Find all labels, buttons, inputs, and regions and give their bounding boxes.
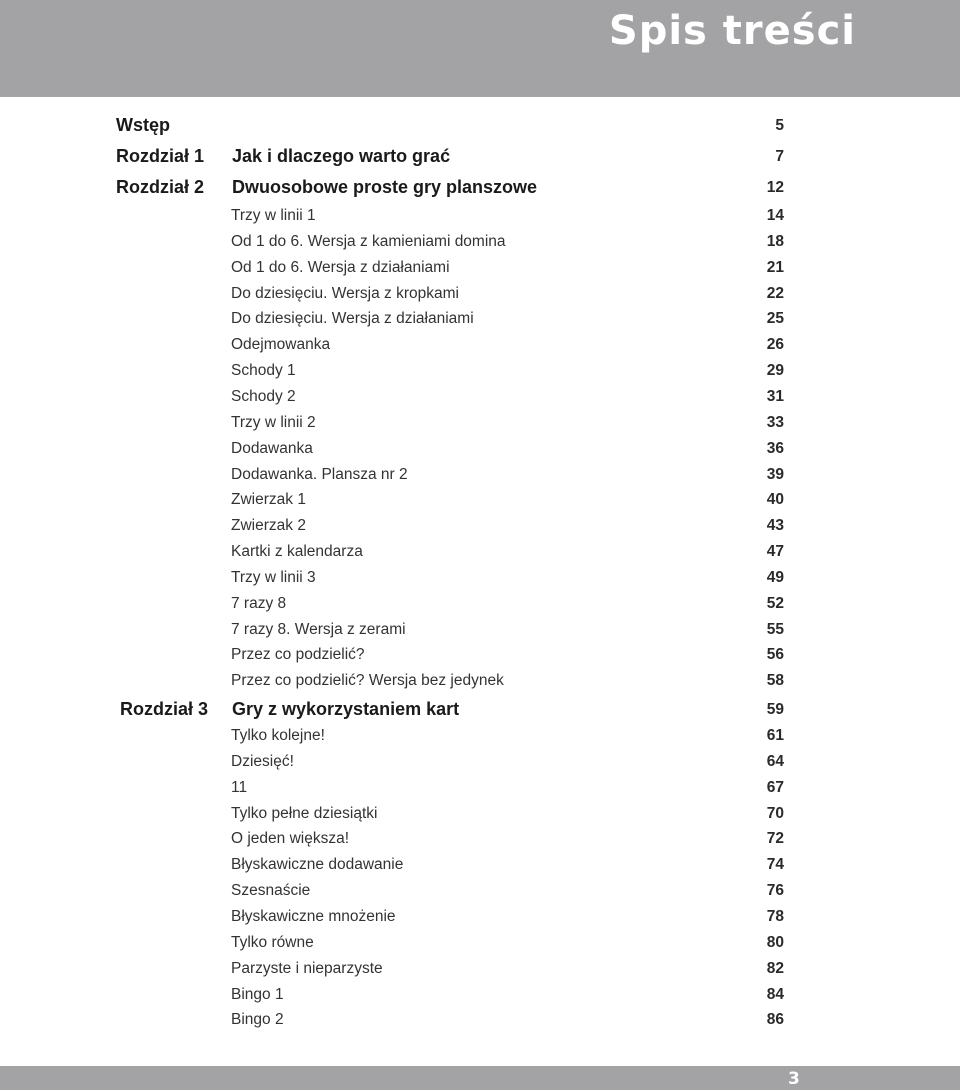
toc-entry-page: 18 <box>766 232 784 250</box>
toc-entry <box>0 258 960 284</box>
toc-entry-page: 31 <box>766 387 784 405</box>
toc-entry-page: 58 <box>766 672 784 690</box>
toc-entry <box>0 726 960 752</box>
toc-entry-title: Parzyste i nieparzyste <box>231 959 383 977</box>
toc-entry-page: 22 <box>766 284 784 302</box>
toc-entry-title: O jeden większa! <box>231 830 350 848</box>
toc-entry-page: 39 <box>766 465 784 483</box>
footer-page-number: 3 <box>788 1069 800 1089</box>
chapter-1-label: Rozdział 1 <box>116 146 205 166</box>
toc-entry-page: 52 <box>766 594 784 612</box>
chapter-2-label: Rozdział 2 <box>116 177 205 197</box>
toc-entry <box>0 959 960 985</box>
toc-entry <box>0 881 960 907</box>
footer-bar <box>0 1066 960 1090</box>
toc-entry-title: 11 <box>231 778 248 796</box>
toc-entry-page: 67 <box>766 778 784 796</box>
toc-entry <box>0 206 960 232</box>
toc-chapter-1 <box>0 146 960 172</box>
toc-entry-title: Przez co podzielić? Wersja bez jedynek <box>231 672 504 690</box>
toc-entry <box>0 671 960 697</box>
toc-entry-title: Od 1 do 6. Wersja z kamieniami domina <box>231 232 506 250</box>
toc-entry-page: 61 <box>766 727 784 744</box>
toc-entry <box>0 361 960 387</box>
toc-entry-title: Trzy w linii 3 <box>231 568 316 586</box>
toc-chapter-2 <box>0 177 960 203</box>
toc-entry <box>0 465 960 491</box>
toc-entry-page: 72 <box>766 830 784 848</box>
toc-entry-page: 36 <box>766 439 784 457</box>
toc-entry-title: Kartki z kalendarza <box>231 543 363 561</box>
toc-entry <box>0 284 960 310</box>
chapter-1-title: Jak i dlaczego warto grać <box>232 146 451 166</box>
toc-entry-page: 40 <box>766 491 784 509</box>
toc-entry-title: Błyskawiczne mnożenie <box>231 907 396 925</box>
toc-entry-title: Trzy w linii 2 <box>231 413 316 431</box>
chapter-3-title: Gry z wykorzystaniem kart <box>232 699 460 719</box>
toc-entry-page: 14 <box>766 207 784 224</box>
toc-entry-page: 55 <box>766 620 784 638</box>
toc-entry-title: Od 1 do 6. Wersja z działaniami <box>231 258 450 276</box>
toc-entry <box>0 855 960 881</box>
toc-entry-page: 21 <box>766 258 784 276</box>
chapter-2-title: Dwuosobowe proste gry planszowe <box>232 177 538 197</box>
chapter-1-page: 7 <box>775 148 784 165</box>
toc-entry-page: 26 <box>766 336 784 354</box>
toc-entry-title: Dodawanka <box>231 439 313 457</box>
toc-entry-title: Odejmowanka <box>231 336 331 354</box>
toc-entry-title: Przez co podzielić? <box>231 646 365 664</box>
toc-entry-page: 82 <box>766 959 784 977</box>
toc-entry-title: Tylko pełne dziesiątki <box>231 804 378 822</box>
toc-entry-title: Do dziesięciu. Wersja z działaniami <box>231 310 474 328</box>
toc-entry-title: Szesnaście <box>231 882 311 900</box>
toc-entry-title: Do dziesięciu. Wersja z kropkami <box>231 284 459 302</box>
toc-entry-title: Bingo 2 <box>231 1011 284 1029</box>
toc-entry <box>0 568 960 594</box>
toc-entry-title: Bingo 1 <box>231 985 284 1003</box>
header-bar <box>0 0 960 97</box>
toc-entry-title: Błyskawiczne dodawanie <box>231 856 404 874</box>
toc-entry-page: 25 <box>766 310 784 328</box>
toc-entry <box>0 620 960 646</box>
toc-entry <box>0 413 960 439</box>
toc-entry-page: 84 <box>766 985 784 1003</box>
toc-entry-title: Trzy w linii 1 <box>231 207 316 224</box>
toc-entry-page: 64 <box>766 752 784 770</box>
toc-entry <box>0 933 960 959</box>
toc-entry <box>0 542 960 568</box>
toc-entry-title: Zwierzak 1 <box>231 491 306 509</box>
toc-entry <box>0 804 960 830</box>
toc-entry <box>0 829 960 855</box>
toc-entry-page: 43 <box>766 517 784 535</box>
toc-entry-title: Tylko równe <box>231 933 314 951</box>
toc-entry-page: 86 <box>766 1011 784 1029</box>
toc-entry-page: 80 <box>766 933 784 951</box>
toc-chapter-3 <box>0 699 960 725</box>
toc-entry <box>0 1010 960 1036</box>
toc-entry-page: 76 <box>766 882 784 900</box>
toc-entry-page: 78 <box>766 907 784 925</box>
toc-intro <box>0 115 960 141</box>
toc-entry <box>0 387 960 413</box>
toc-entry-title: Tylko kolejne! <box>231 727 325 744</box>
toc-entry-title: 7 razy 8 <box>231 594 287 612</box>
chapter-2-page: 12 <box>766 179 784 196</box>
toc-entry-page: 33 <box>766 413 784 431</box>
toc-entry <box>0 439 960 465</box>
toc-entry-title: Zwierzak 2 <box>231 517 306 535</box>
toc-entry <box>0 778 960 804</box>
toc-entry <box>0 985 960 1011</box>
toc-entry <box>0 490 960 516</box>
toc-entry-title: Schody 1 <box>231 362 296 380</box>
toc-entry-title: Schody 2 <box>231 387 296 405</box>
toc-entry-title: 7 razy 8. Wersja z zerami <box>231 620 406 638</box>
toc-entry <box>0 907 960 933</box>
toc-entry-page: 70 <box>766 804 784 822</box>
toc-entry-page: 56 <box>766 646 784 664</box>
page-title: Spis treści <box>608 8 856 54</box>
chapter-3-label: Rozdział 3 <box>120 699 209 719</box>
chapter-3-page: 59 <box>766 701 784 718</box>
toc-entry <box>0 645 960 671</box>
intro-page: 5 <box>775 117 784 134</box>
toc-entry <box>0 752 960 778</box>
toc-entry-page: 29 <box>766 362 784 380</box>
toc-entry-page: 74 <box>766 856 784 874</box>
intro-title: Wstęp <box>116 115 170 135</box>
toc-entry <box>0 309 960 335</box>
toc-entry-page: 49 <box>766 568 784 586</box>
toc-entry-page: 47 <box>766 543 784 561</box>
toc-entry <box>0 594 960 620</box>
toc-entry-title: Dziesięć! <box>231 752 294 770</box>
toc-entry <box>0 232 960 258</box>
toc-entry-title: Dodawanka. Plansza nr 2 <box>231 465 408 483</box>
toc-entry <box>0 516 960 542</box>
toc-entry <box>0 335 960 361</box>
